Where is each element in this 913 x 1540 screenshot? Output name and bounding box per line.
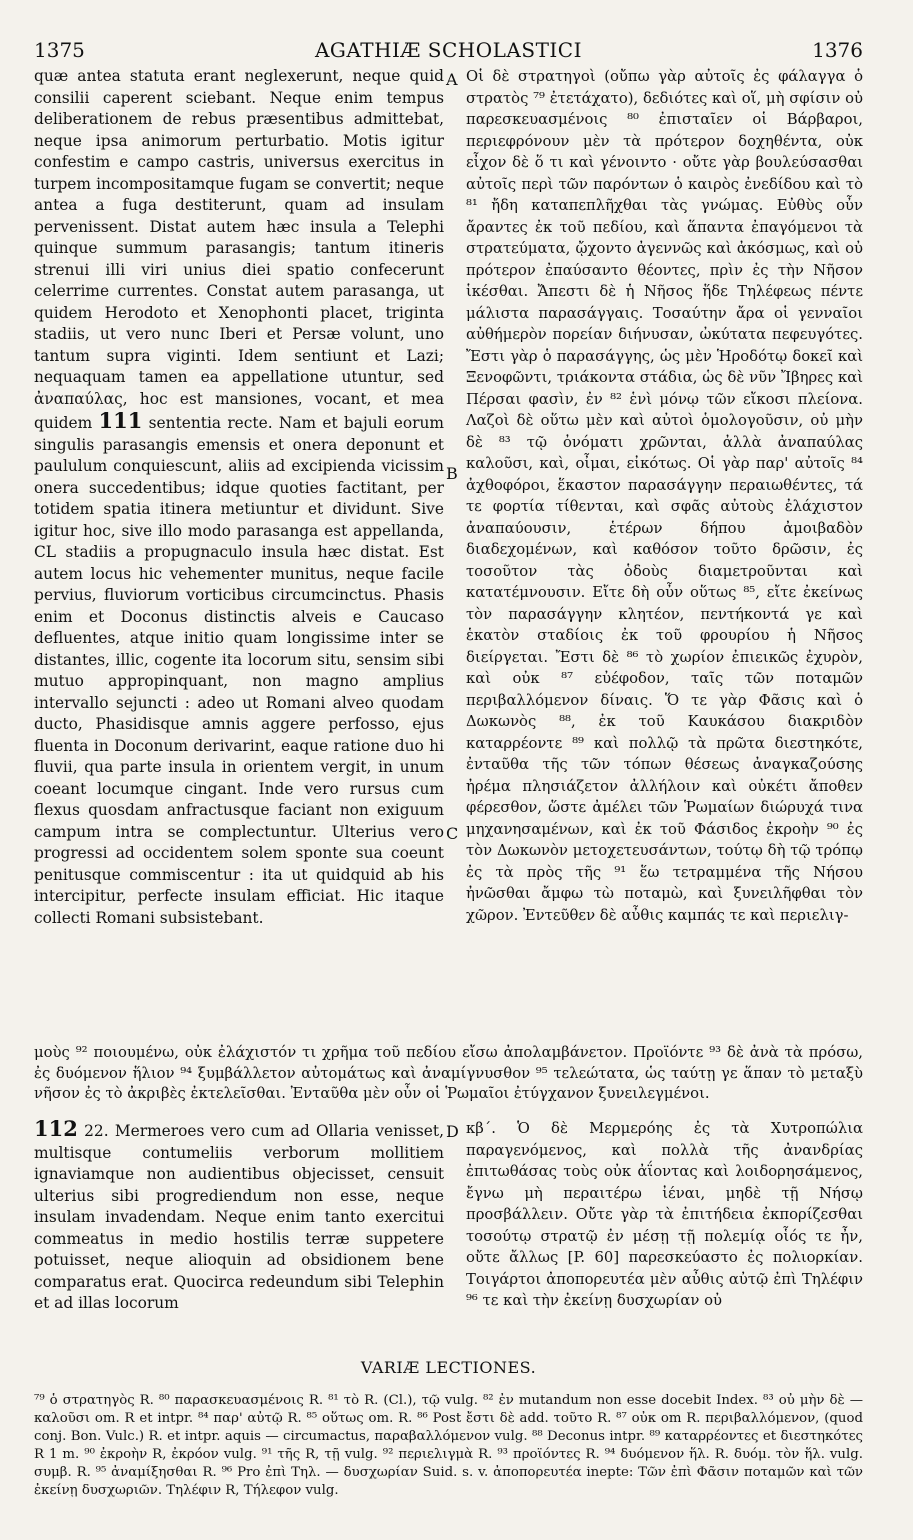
variant-readings-text: ⁷⁹ ὁ στρατηγὸς R. ⁸⁰ παρασκευασμένοις R. ⁸¹ τὸ R. (Cl.), τῷ vulg. ⁸² ἐν mutandum non esse docebit Index. ⁸³ οὐ μὴν δὲ — καλοῦσι om. R et intpr. ⁸⁴ παρ' αὐτῷ R. ⁸⁵ οὕτως om. R. ⁸⁶ Post ἔστι δὲ add. τοῦτο R. ⁸⁷ οὐκ om R. περιβαλλόμενον, (quod conj. Bon. Vulc.) R. et intpr. aquis — circumactus, παραβαλλόμενον vulg. ⁸⁸ Deconus intpr. ⁸⁹ καταρρέοντες et διεστηκότες R 1 m. ⁹⁰ ἐκροὴν R, ἐκρόον vulg. ⁹¹ τῆς R, τῇ vulg. ⁹² περιελιγμὰ R. ⁹³ προϊόντες R. ⁹⁴ δυόμενον ἥλ. R. δυόμ. τὸν ἥλ. vulg. συμβ. R. ⁹⁵ ἀναμίξησθαι R. ⁹⁶ Pro ἐπὶ Τηλ. — δυσχωρίαν Suid. s. v. ἀποπορευτέα inepte: Τῶν ἐπὶ Φᾶσιν ποταμῶν καὶ τῶν ἐκείνῃ δυσχωριῶν. Τηλέφιν R, Τήλεφον vulg. (34, 1393, 863, 1498)
latin-paragraph-2 (34, 1118, 444, 1315)
latin-text-chapter-22: 22. Mermeroes vero cum ad Ollaria venisset, multisque contumeliis verborum mollitiem ignaviamque non audientibus objecisset, censuit ulterius sibi progrediendum non esse, neque insulam invadendam. Neque enim tanto exercitui commeatus in medio hostilis terræ suppetere potuisset, neque alioquin ad obsidionem bene comparatus erat. Quocirca redeundum sibi Telephin et ad illas locorum (34, 1122, 444, 1312)
section-number-111: 111 (98, 408, 143, 433)
variants-heading: VARIÆ LECTIONES. (360, 1358, 537, 1377)
margin-mark-a: A (446, 70, 458, 89)
page-number-right: 1376 (812, 38, 863, 62)
greek-paragraph-1: Οἱ δὲ στρατηγοὶ (οὔπω γὰρ αὐτοῖς ἐς φάλαγγα ὁ στρατὸς ⁷⁹ ἐτετάχατο), δεδιότες καὶ οἵ, μὴ σφίσιν οὐ παρεσκευασμένοις ⁸⁰ ἐπισταῖεν οἱ Βάρβαροι, περιεφρόνουν μὲν τὰ πρότερον δοχηθέντα, οὐκ εἶχον δὲ ὅ τι καὶ γένοιντο · οὔτε γὰρ βουλεύσασθαι αὐτοῖς περὶ τῶν παρόντων ὁ καιρὸς ἐνεδίδου καὶ τὸ ⁸¹ ἤδη καταπεπλῆχθαι τὰς γνώμας. Εὐθὺς οὖν ἄραντες ἐκ τοῦ πεδίου, καὶ ἅπαντα ἐπαγόμενοι τὰ στρατεύματα, ᾤχοντο ἀγεννῶς καὶ ἀκόσμως, καὶ οὐ πρότερον ἐπαύσαντο θέοντες, πρὶν ἐς τὴν Νῆσον ἱκέσθαι. Ἄπεστι δὲ ἡ Νῆσος ἥδε Τηλέφεως πέντε μάλιστα παρασάγγαις. Τοσαύτην ἄρα οἱ γενναῖοι αὐθήμερὸν πορείαν διήνυσαν, ὠκύτατα πεφευγότες. Ἔστι γὰρ ὁ παρασάγγης, ὡς μὲν Ἡροδότῳ δοκεῖ καὶ Ξενοφῶντι, τριάκοντα στάδια, ὡς δὲ νῦν Ἴβηρες καὶ Πέρσαι φασὶν, ἐν ⁸² ἑνὶ μόνῳ τῶν εἴκοσι πλείονα. Λαζοὶ δὲ οὕτω μὲν καὶ αὐτοὶ ὁμολογοῦσιν, οὐ μὴν δὲ ⁸³ τῷ ὀνόματι χρῶνται, ἀλλὰ ἀναπαύλας καλοῦσι, καὶ, οἶμαι, εἰκότως. Οἱ γὰρ παρ' αὐτοῖς ⁸⁴ ἀχθοφόροι, ἕκαστον παρασάγγην περαιωθέντες, τά τε φορτία τίθενται, καὶ σφᾶς αὐτοὺς ἐλάχιστον ἀναπαύουσιν, ἑτέρων δήπου ἀμοιβαδὸν διαδεχομένων, καὶ καθόσον τοῦτο δρῶσιν, ἐς τοσοῦτον τὰς ὁδοὺς διαμετροῦνται καὶ κατατέμνουσιν. Εἴτε δὴ οὖν οὕτως ⁸⁵, εἴτε ἐκείνως τὸν παρασάγγην κλητέον, πεντήκοντά γε καὶ ἑκατὸν σταδίοις ἐκ τοῦ φρουρίου ἡ Νῆσος διείργεται. Ἔστι δὲ ⁸⁶ τὸ χωρίον ἐπιεικῶς ἐχυρὸν, καὶ οὐκ ⁸⁷ εὐέφοδον, ταῖς τῶν ποταμῶν περιβαλλόμενον δίναις. Ὅ τε γὰρ Φᾶσις καὶ ὁ Δωκωνὸς ⁸⁸, ἐκ τοῦ Καυκάσου διακριδὸν καταρρέοντε ⁸⁹ καὶ πολλῷ τὰ πρῶτα διεστηκότε, ἐνταῦθα τῆς τῶν τόπων θέσεως ἀναγκαζούσης ἠρέμα πλησιάζετον ἀλλήλοιν καὶ οὐκέτι ἄποθεν φέρεσθον, ὥστε ἀμέλει τῶν Ῥωμαίων διώρυχά τινα μηχανησαμένων, καὶ ἐκ τοῦ Φάσιδος ἐκροὴν ⁹⁰ ἐς τὸν Δωκωνὸν μετοχετευσάντων, τούτῳ δὴ τῷ τρόπῳ ἐς τὰ πρὸς τῆς ⁹¹ ἕω τετραμμένα τῆς Νήσου ἠνῶσθαι ἄμφω τὼ ποταμὼ, καὶ ξυνειλῆφθαι τὸν χῶρον. Ἐντεῦθεν δὲ αὖθις καμπάς τε καὶ περιελιγ- (466, 68, 863, 924)
variant-readings (34, 1392, 863, 1500)
greek-column-1 (466, 66, 863, 926)
latin-text-part-b: sententia recte. Nam et bajuli eorum singulis parasangis emensis et onera deponunt et paululum conquiescunt, aliis ad excipienda vicissim onera succedentibus; idque quoties factitant, per totidem spatia itinera metiuntur et dividunt. Sive igitur hoc, sive illo modo parasanga est appellanda, CL stadiis a propugnaculo insula hæc distat. Est autem locus hic vehementer munitus, neque facile pervius, fluviorum vorticibus circumcinctus. Phasis enim et Doconus distinctis alveis e Caucaso defluentes, atque initio quam longissime inter se distantes, illic, cogente ita locorum situ, sensim sibi mutuo appropinquant, non magno amplius intervallo sejuncti : adeo ut Romani alveo quodam ducto, Phasidisque amnis aggere perfosso, ejus fluenta in Doconum derivarint, eaque ratione duo hi fluvii, qua parte insula in orientem vergit, in unum coeant locumque cingant. Inde vero rursus cum flexus quosdam anfractusque faciant non exiguum campum intra se complectuntur. Ulterius vero progressi ad occidentem solem sponte sua coeunt penitusque commiscentur : ita ut quidquid ab his intercipitur, perfecte insulam efficiat. Hic itaque collecti Romani subsistebant. (34, 414, 444, 927)
latin-paragraph-1 (34, 66, 444, 929)
greek-full-width-lines: μοὺς ⁹² ποιουμένω, οὐκ ἐλάχιστόν τι χρῆμα τοῦ πεδίου εἴσω ἀπολαμβάνετον. Προϊόντε ⁹³ δὲ ἀνὰ τὰ πρόσω, ἐς δυόμενον ἥλιον ⁹⁴ ξυμβάλλετον αὐτομάτως καὶ ἀναμίγνυσθον ⁹⁵ τελεώτατα, ὡς ταύτῃ γε ἅπαν τὸ μεταξὺ νῆσον ἐς τὸ ἀκριβὲς ἐκτελεῖσθαι. Ἐνταῦθα μὲν οὖν οἱ Ῥωμαῖοι ἐτύγχανον ξυνειλεγμένοι. (34, 1044, 863, 1102)
latin-text-part-a: quæ antea statuta erant neglexerunt, neque quid consilii caperent sciebant. Neque enim tempus deliberationem de rebus præsentibus admittebat, neque ipsa animorum perturbatio. Motis igitur confestim e campo castris, universus exercitus in turpem incompositamque fugam se convertit; neque antea a fuga destiterunt, quam ad insulam pervenissent. Distat autem hæc insula a Telephi quinque summum parasangis; tantum itineris strenui illi viri unius diei spatio confecerunt celerrime currentes. Constat autem parasanga, ut quidem Herodoto et Xenophonti placet, triginta stadiis, ut vero nunc Iberi et Persæ volunt, uno tantum supra viginti. Idem sentiunt et Lazi; nequaquam tamen ea appellatione utuntur, sed ἀναπαύλας, hoc est mansiones, vocant, et mea quidem (34, 67, 444, 432)
running-title: AGATHIÆ SCHOLASTICI (314, 38, 583, 62)
latin-column-1 (34, 66, 444, 929)
margin-mark-c: C (446, 824, 459, 843)
margin-mark-b: B (446, 464, 458, 483)
running-header (34, 34, 863, 66)
page-number-left: 1375 (34, 38, 85, 62)
latin-column-2 (34, 1118, 444, 1315)
greek-paragraph-2: κβ΄. Ὁ δὲ Μερμερόης ἐς τὰ Χυτροπώλια παραγενόμενος, καὶ πολλὰ τῆς ἀνανδρίας ἐπιτωθάσας τοὺς οὐκ ἀΐοντας καὶ λοιδορησάμενος, ἔγνω μὴ περαιτέρω ἰέναι, μηδὲ τῇ Νήσῳ προσβάλλειν. Οὔτε γὰρ τὰ ἐπιτήδεια ἐκπορίζεσθαι τοσούτῳ στρατῷ ἐν μέσῃ τῇ πολεμίᾳ οἷός τε ἦν, οὔτε ἄλλως [P. 60] παρεσκεύαστο ἐς πολιορκίαν. Τοιγάρτοι ἀποπορευτέα μὲν αὖθις αὐτῷ ἐπὶ Τηλέφιν ⁹⁶ τε καὶ τὴν ἐκείνῃ δυσχωρίαν οὐ (466, 1120, 863, 1309)
section-number-112: 112 (34, 1116, 78, 1141)
margin-mark-d: D (446, 1122, 459, 1141)
greek-column-2 (466, 1118, 863, 1312)
